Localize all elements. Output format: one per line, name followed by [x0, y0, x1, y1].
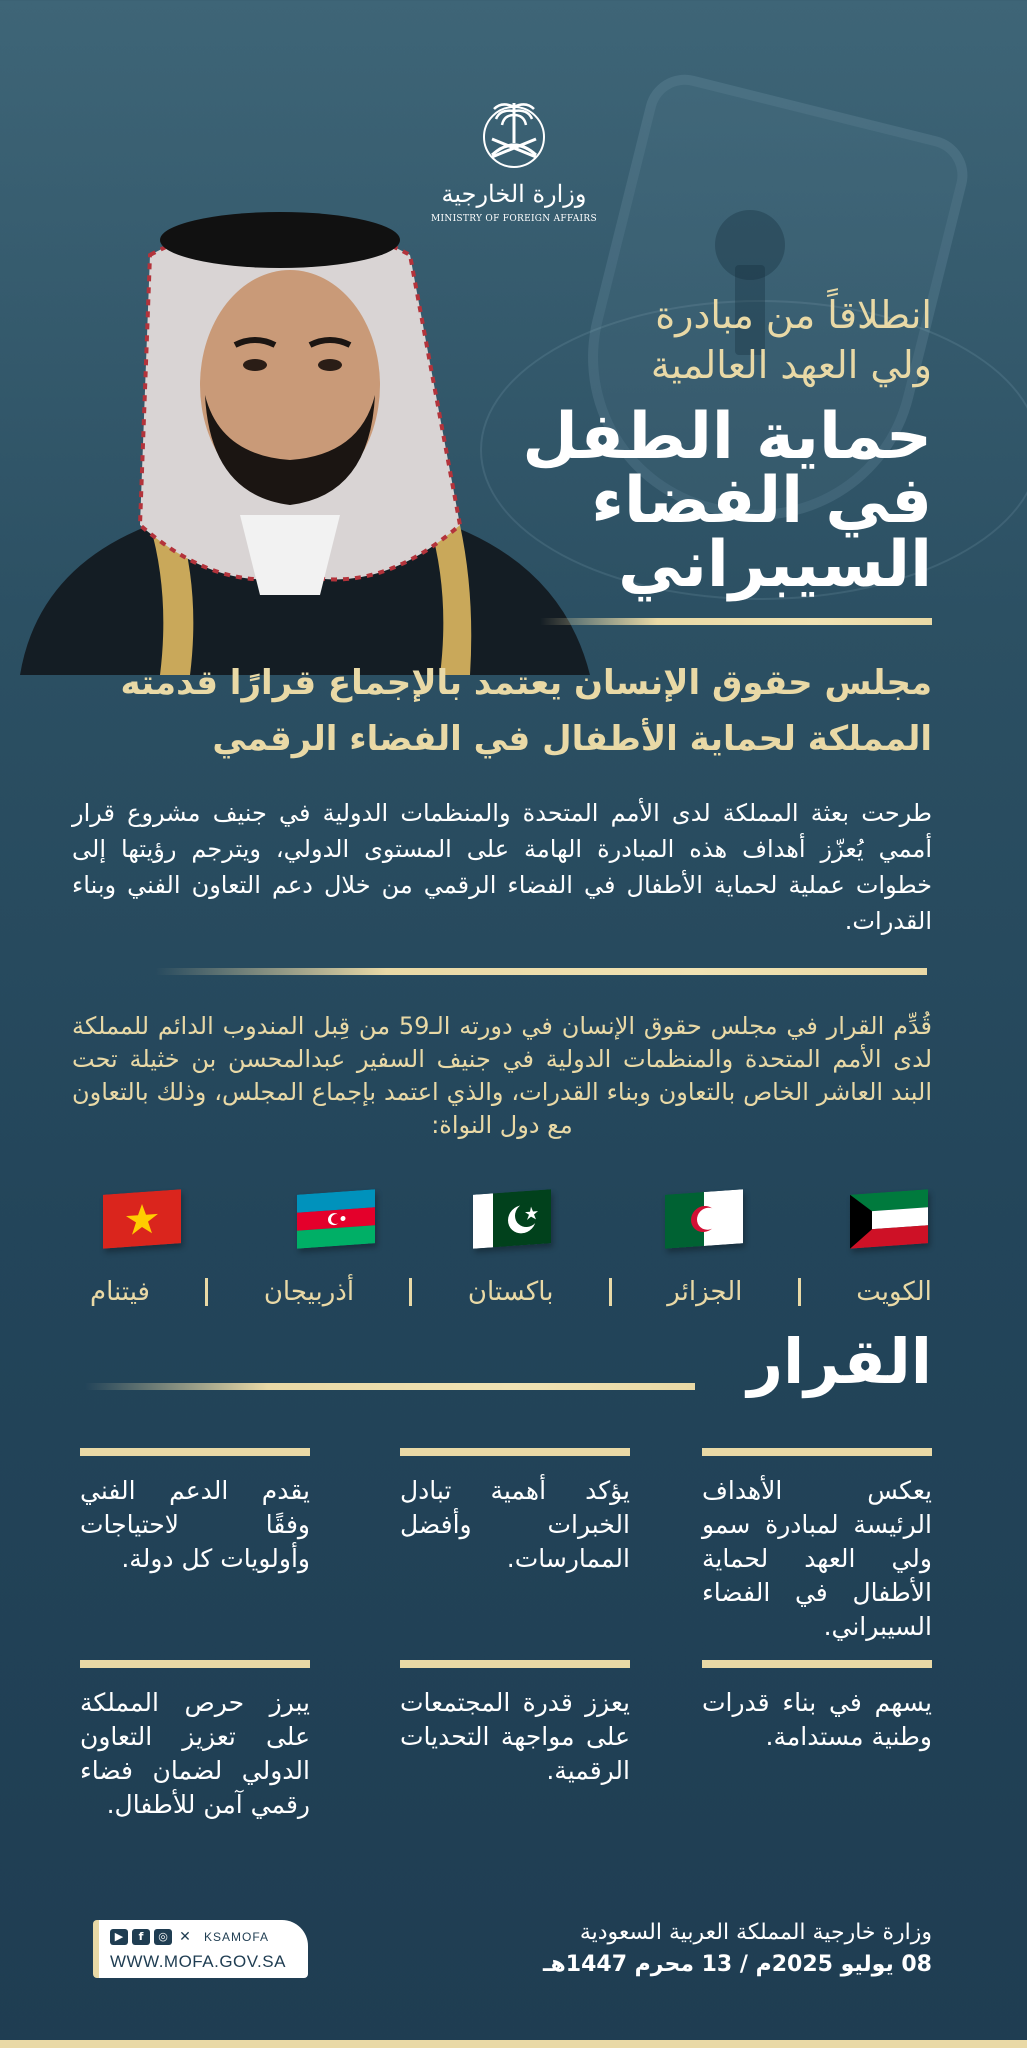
hero-title: [412, 400, 932, 602]
resolution-card-3: [80, 1448, 310, 1576]
country-list: [90, 1272, 932, 1312]
resolution-card-4: [702, 1660, 932, 1754]
resolution-card-6: [80, 1660, 310, 1822]
resolution-item-5: يعزز قدرة المجتمعات على مواجهة التحديات الرقمية.: [400, 1688, 630, 1785]
hero-kicker: [432, 290, 932, 390]
country-vietnam: فيتنام: [90, 1277, 150, 1307]
hero-kicker-line1: انطلاقاً من مبادرة: [655, 293, 932, 337]
youtube-icon[interactable]: ▶: [110, 1929, 128, 1945]
country-separator: [409, 1278, 412, 1306]
country-pakistan: باكستان: [467, 1277, 554, 1307]
card-bar: [400, 1448, 630, 1456]
resolution-card-1: [702, 1448, 932, 1644]
divider-news: [155, 968, 927, 975]
country-separator: [205, 1278, 208, 1306]
country-algeria: الجزائر: [667, 1277, 743, 1307]
card-bar: [702, 1660, 932, 1668]
country-azerbaijan: أذربيجان: [263, 1277, 355, 1307]
news-headline: [72, 655, 932, 767]
resolution-item-6: يبرز حرص المملكة على تعزيز التعاون الدولي لضمان فضاء رقمي آمن للأطفال.: [80, 1688, 310, 1819]
kuwait-flag-icon: [850, 1189, 928, 1248]
hero-title-line3: السيبراني: [618, 528, 932, 602]
website-link[interactable]: WWW.MOFA.GOV.SA: [110, 1952, 286, 1971]
footer-date: 08 يوليو 2025م / 13 محرم 1447هـ: [543, 1952, 932, 1977]
news-headline-line2: المملكة لحماية الأطفال في الفضاء الرقمي: [212, 719, 932, 759]
resolution-title: القرار: [747, 1325, 932, 1398]
divider-hero: [540, 618, 932, 625]
vietnam-flag-icon: [103, 1189, 181, 1248]
news-headline-line1: مجلس حقوق الإنسان يعتمد بالإجماع قرارًا قدمته: [120, 663, 932, 703]
algeria-flag-icon: [665, 1189, 743, 1248]
divider-resolution: [85, 1383, 695, 1390]
azerbaijan-flag-icon: [297, 1189, 375, 1248]
x-icon[interactable]: ✕: [179, 1929, 191, 1945]
country-kuwait: الكويت: [856, 1277, 932, 1307]
resolution-item-3: يقدم الدعم الفني وفقًا لاحتياجات وأولويات كل دولة.: [80, 1476, 310, 1573]
facebook-icon[interactable]: f: [132, 1929, 150, 1945]
resolution-item-2: يؤكد أهمية تبادل الخبرات وأفضل الممارسات.: [400, 1476, 630, 1573]
card-bar: [400, 1660, 630, 1668]
hero-title-line1: حماية الطفل: [522, 400, 932, 474]
hero-kicker-line2: ولي العهد العالمية: [650, 343, 932, 387]
logo-english-name: MINISTRY OF FOREIGN AFFAIRS: [431, 214, 597, 224]
social-handle: KSAMOFA: [204, 1930, 270, 1944]
resolution-card-5: [400, 1660, 630, 1788]
hero-title-line2: في الفضاء: [591, 464, 932, 538]
resolution-item-1: يعكس الأهداف الرئيسة لمبادرة سمو ولي العهد لحماية الأطفال في الفضاء السيبراني.: [702, 1476, 932, 1641]
card-bar: [80, 1448, 310, 1456]
resolution-item-4: يسهم في بناء قدرات وطنية مستدامة.: [702, 1688, 932, 1751]
instagram-icon[interactable]: ◎: [154, 1929, 172, 1945]
pakistan-flag-icon: [473, 1189, 551, 1248]
bottom-gold-edge: [0, 2040, 1027, 2048]
news-paragraph-1: طرحت بعثة المملكة لدى الأمم المتحدة والمنظمات الدولية في جنيف مشروع قرار أممي يُعزّز أهداف هذه المبادرة الهامة على المستوى الدولي، ويترجم رؤيتها إلى خطوات عملية لحماية الأطفال في الفضاء الرقمي من خلال دعم التعاون الفني وبناء القدرات.: [72, 799, 932, 935]
news-paragraph-2: قُدِّم القرار في مجلس حقوق الإنسان في دورته الـ59 من قِبل المندوب الدائم للمملكة لدى الأمم المتحدة والمنظمات الدولية في جنيف السفير عبدالمحسن بن خثيلة تحت البند العاشر الخاص بالتعاون وبناء القدرات، والذي اعتمد بإجماع المجلس، وذلك بالتعاون مع دول النواة:: [72, 1012, 932, 1139]
card-bar: [80, 1660, 310, 1668]
palm-and-swords-emblem-icon: [476, 95, 552, 173]
footer-organization: وزارة خارجية المملكة العربية السعودية: [579, 1920, 932, 1945]
logo-arabic-name: وزارة الخارجية: [441, 180, 587, 208]
country-separator: [798, 1278, 801, 1306]
resolution-card-2: [400, 1448, 630, 1576]
social-links: [110, 1926, 269, 1948]
card-bar: [702, 1448, 932, 1456]
country-separator: [609, 1278, 612, 1306]
